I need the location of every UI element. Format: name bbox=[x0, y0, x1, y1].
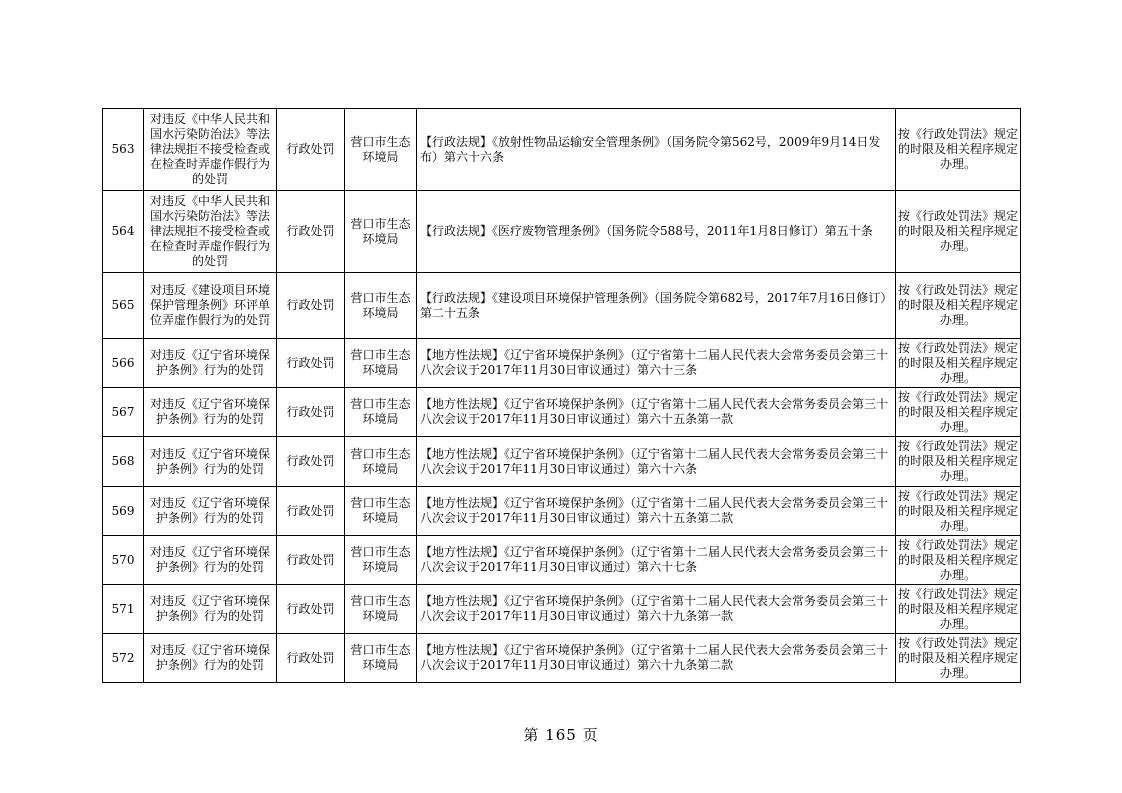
item-name: 对违反《辽宁省环境保护条例》行为的处罚 bbox=[144, 487, 277, 536]
legal-basis: 【行政法规】《建设项目环境保护管理条例》（国务院令第682号，2017年7月16日修订）第二十五条 bbox=[417, 273, 896, 339]
row-number: 566 bbox=[103, 339, 144, 388]
procedure-note: 按《行政处罚法》规定的时限及相关程序规定办理。 bbox=[896, 273, 1021, 339]
table-row bbox=[103, 634, 1021, 683]
row-number: 564 bbox=[103, 191, 144, 273]
item-category: 行政处罚 bbox=[277, 634, 345, 683]
implementing-dept: 营口市生态环境局 bbox=[345, 536, 417, 585]
table-row bbox=[103, 388, 1021, 437]
table-row bbox=[103, 437, 1021, 487]
item-category: 行政处罚 bbox=[277, 437, 345, 487]
implementing-dept: 营口市生态环境局 bbox=[345, 388, 417, 437]
implementing-dept: 营口市生态环境局 bbox=[345, 437, 417, 487]
table-row bbox=[103, 273, 1021, 339]
item-category: 行政处罚 bbox=[277, 487, 345, 536]
item-category: 行政处罚 bbox=[277, 273, 345, 339]
item-category: 行政处罚 bbox=[277, 191, 345, 273]
implementing-dept: 营口市生态环境局 bbox=[345, 487, 417, 536]
legal-basis: 【地方性法规】《辽宁省环境保护条例》（辽宁省第十二届人民代表大会常务委员会第三十八次会议于2017年11月30日审议通过）第六十九条第一款 bbox=[417, 585, 896, 634]
item-name: 对违反《辽宁省环境保护条例》行为的处罚 bbox=[144, 388, 277, 437]
item-name: 对违反《辽宁省环境保护条例》行为的处罚 bbox=[144, 339, 277, 388]
item-name: 对违反《辽宁省环境保护条例》行为的处罚 bbox=[144, 437, 277, 487]
item-name: 对违反《辽宁省环境保护条例》行为的处罚 bbox=[144, 634, 277, 683]
legal-basis: 【行政法规】《放射性物品运输安全管理条例》（国务院令第562号，2009年9月14日发布）第六十六条 bbox=[417, 109, 896, 191]
legal-basis: 【行政法规】《医疗废物管理条例》（国务院令588号，2011年1月8日修订）第五十条 bbox=[417, 191, 896, 273]
implementing-dept: 营口市生态环境局 bbox=[345, 585, 417, 634]
row-number: 571 bbox=[103, 585, 144, 634]
procedure-note: 按《行政处罚法》规定的时限及相关程序规定办理。 bbox=[896, 487, 1021, 536]
procedure-note: 按《行政处罚法》规定的时限及相关程序规定办理。 bbox=[896, 191, 1021, 273]
row-number: 570 bbox=[103, 536, 144, 585]
legal-basis: 【地方性法规】《辽宁省环境保护条例》（辽宁省第十二届人民代表大会常务委员会第三十八次会议于2017年11月30日审议通过）第六十六条 bbox=[417, 437, 896, 487]
penalty-items-table bbox=[102, 108, 1021, 683]
row-number: 572 bbox=[103, 634, 144, 683]
page-number: 第 165 页 bbox=[523, 726, 599, 744]
item-category: 行政处罚 bbox=[277, 388, 345, 437]
procedure-note: 按《行政处罚法》规定的时限及相关程序规定办理。 bbox=[896, 339, 1021, 388]
procedure-note: 按《行政处罚法》规定的时限及相关程序规定办理。 bbox=[896, 388, 1021, 437]
implementing-dept: 营口市生态环境局 bbox=[345, 109, 417, 191]
table-row bbox=[103, 339, 1021, 388]
procedure-note: 按《行政处罚法》规定的时限及相关程序规定办理。 bbox=[896, 109, 1021, 191]
item-name: 对违反《中华人民共和国水污染防治法》等法律法规拒不接受检查或在检查时弄虚作假行为的处罚 bbox=[144, 191, 277, 273]
item-category: 行政处罚 bbox=[277, 339, 345, 388]
table-row bbox=[103, 487, 1021, 536]
implementing-dept: 营口市生态环境局 bbox=[345, 191, 417, 273]
row-number: 565 bbox=[103, 273, 144, 339]
procedure-note: 按《行政处罚法》规定的时限及相关程序规定办理。 bbox=[896, 634, 1021, 683]
item-name: 对违反《辽宁省环境保护条例》行为的处罚 bbox=[144, 536, 277, 585]
item-category: 行政处罚 bbox=[277, 536, 345, 585]
legal-basis: 【地方性法规】《辽宁省环境保护条例》（辽宁省第十二届人民代表大会常务委员会第三十八次会议于2017年11月30日审议通过）第六十九条第二款 bbox=[417, 634, 896, 683]
implementing-dept: 营口市生态环境局 bbox=[345, 339, 417, 388]
row-number: 568 bbox=[103, 437, 144, 487]
item-name: 对违反《辽宁省环境保护条例》行为的处罚 bbox=[144, 585, 277, 634]
table-row bbox=[103, 191, 1021, 273]
implementing-dept: 营口市生态环境局 bbox=[345, 634, 417, 683]
legal-basis: 【地方性法规】《辽宁省环境保护条例》（辽宁省第十二届人民代表大会常务委员会第三十八次会议于2017年11月30日审议通过）第六十七条 bbox=[417, 536, 896, 585]
procedure-note: 按《行政处罚法》规定的时限及相关程序规定办理。 bbox=[896, 585, 1021, 634]
row-number: 569 bbox=[103, 487, 144, 536]
procedure-note: 按《行政处罚法》规定的时限及相关程序规定办理。 bbox=[896, 437, 1021, 487]
row-number: 567 bbox=[103, 388, 144, 437]
legal-basis: 【地方性法规】《辽宁省环境保护条例》（辽宁省第十二届人民代表大会常务委员会第三十八次会议于2017年11月30日审议通过）第六十五条第一款 bbox=[417, 388, 896, 437]
table-row bbox=[103, 536, 1021, 585]
procedure-note: 按《行政处罚法》规定的时限及相关程序规定办理。 bbox=[896, 536, 1021, 585]
item-category: 行政处罚 bbox=[277, 585, 345, 634]
table-row bbox=[103, 109, 1021, 191]
legal-basis: 【地方性法规】《辽宁省环境保护条例》（辽宁省第十二届人民代表大会常务委员会第三十八次会议于2017年11月30日审议通过）第六十五条第二款 bbox=[417, 487, 896, 536]
table-row bbox=[103, 585, 1021, 634]
item-name: 对违反《建设项目环境保护管理条例》环评单位弄虚作假行为的处罚 bbox=[144, 273, 277, 339]
row-number: 563 bbox=[103, 109, 144, 191]
legal-basis: 【地方性法规】《辽宁省环境保护条例》（辽宁省第十二届人民代表大会常务委员会第三十八次会议于2017年11月30日审议通过）第六十三条 bbox=[417, 339, 896, 388]
item-name: 对违反《中华人民共和国水污染防治法》等法律法规拒不接受检查或在检查时弄虚作假行为的处罚 bbox=[144, 109, 277, 191]
implementing-dept: 营口市生态环境局 bbox=[345, 273, 417, 339]
item-category: 行政处罚 bbox=[277, 109, 345, 191]
